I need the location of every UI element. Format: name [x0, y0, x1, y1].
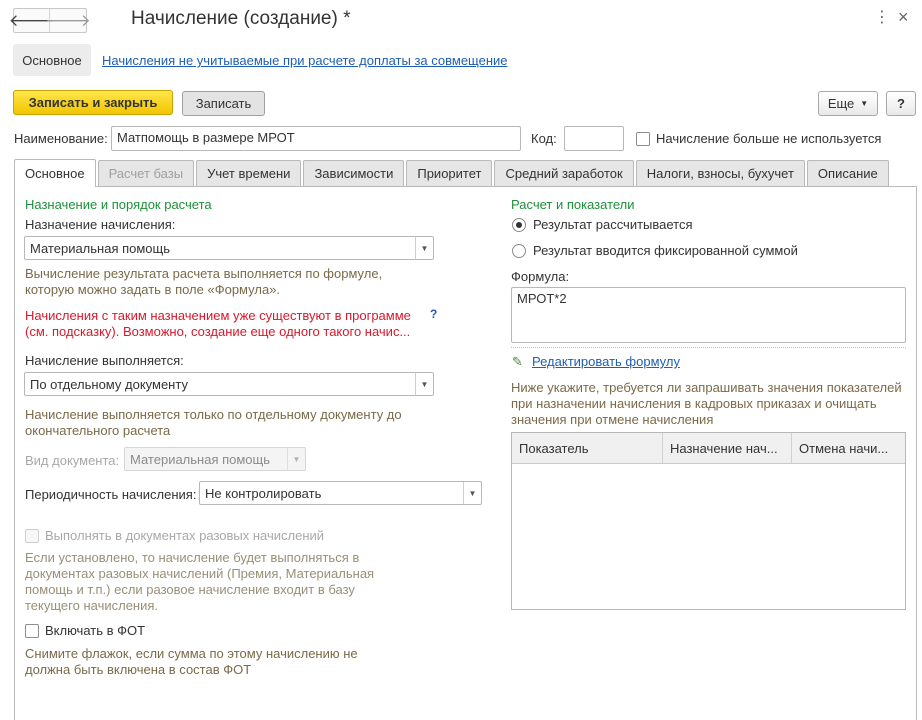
tab-dependencies[interactable]: Зависимости: [303, 160, 404, 186]
doc-type-label: Вид документа:: [25, 453, 120, 468]
exec-select[interactable]: [24, 372, 434, 396]
tab-average-earnings[interactable]: Средний заработок: [494, 160, 633, 186]
periodicity-select[interactable]: [199, 481, 482, 505]
chevron-down-icon: ▼: [287, 448, 305, 470]
panel-nav-main[interactable]: Основное: [13, 44, 91, 76]
kebab-menu-icon[interactable]: ⋮: [874, 9, 890, 26]
periodicity-label: Периодичность начисления:: [25, 487, 197, 502]
exec-value: По отдельному документу: [30, 376, 188, 392]
chevron-down-icon[interactable]: ▼: [415, 373, 433, 395]
indicators-grid[interactable]: [511, 432, 906, 610]
help-question-icon[interactable]: ?: [430, 307, 438, 321]
name-label: Наименование:: [14, 131, 108, 146]
purpose-label: Назначение начисления:: [25, 217, 176, 232]
onetime-note-1: Если установлено, то начисление будет выполняться в: [25, 550, 360, 565]
exec-note-2: окончательного расчета: [25, 423, 171, 438]
purpose-value: Материальная помощь: [30, 240, 171, 256]
grid-col-indicator[interactable]: Показатель: [512, 433, 663, 463]
indicators-note-1: Ниже укажите, требуется ли запрашивать значения показателей: [511, 380, 902, 395]
more-button[interactable]: [818, 91, 878, 116]
radio-calc[interactable]: [512, 218, 526, 232]
purpose-note-1: Вычисление результата расчета выполняется по формуле,: [25, 266, 383, 281]
tab-description[interactable]: Описание: [807, 160, 889, 186]
purpose-group-title: Назначение и порядок расчета: [25, 197, 212, 212]
radio-dot: [516, 222, 522, 228]
more-label: Еще: [827, 96, 855, 111]
history-nav: [8, 8, 91, 33]
chevron-down-icon[interactable]: ▼: [463, 482, 481, 504]
tab-priority[interactable]: Приоритет: [406, 160, 492, 186]
panel-nav-link[interactable]: Начисления не учитываемые при расчете доплаты за совмещение: [102, 53, 508, 68]
grid-col-cancel[interactable]: Отмена начи...: [799, 440, 889, 456]
exec-note-1: Начисление выполняется только по отдельному документу до: [25, 407, 402, 422]
help-button[interactable]: ?: [886, 91, 916, 116]
onetime-note-4: текущего начисления.: [25, 598, 159, 613]
onetime-checkbox: [25, 529, 39, 543]
indicators-note-3: значения при отмене начисления: [511, 412, 714, 427]
arrow-right-icon[interactable]: 🡒: [45, 11, 91, 30]
exec-label: Начисление выполняется:: [25, 353, 184, 368]
tab-main[interactable]: Основное: [14, 159, 96, 187]
window-title: Начисление (создание) *: [131, 8, 351, 29]
onetime-note-2: документах разовых начислений (Премия, Материальная: [25, 566, 375, 581]
tab-base-calc[interactable]: Расчет базы: [98, 160, 195, 186]
grid-col-assign[interactable]: Назначение нач...: [663, 433, 792, 463]
code-input[interactable]: [564, 126, 624, 151]
fot-checkbox[interactable]: [25, 624, 39, 638]
periodicity-value: Не контролировать: [205, 485, 322, 501]
purpose-select[interactable]: [24, 236, 434, 260]
name-input[interactable]: Матпомощь в размере МРОТ: [111, 126, 521, 151]
warning-line-2: (см. подсказку). Возможно, создание еще одного такого начис...: [25, 324, 411, 339]
radio-fixed-label: Результат вводится фиксированной суммой: [533, 243, 798, 258]
close-icon[interactable]: ×: [898, 7, 909, 27]
tab-taxes[interactable]: Налоги, взносы, бухучет: [636, 160, 805, 186]
unused-checkbox[interactable]: [636, 132, 650, 146]
chevron-down-icon: ▼: [860, 99, 869, 108]
fot-note-2: должна быть включена в состав ФОТ: [25, 662, 252, 677]
doc-type-value: Материальная помощь: [130, 451, 271, 467]
radio-calc-label: Результат рассчитывается: [533, 217, 693, 232]
fot-label: Включать в ФОТ: [45, 623, 146, 638]
tab-time-tracking[interactable]: Учет времени: [196, 160, 301, 186]
doc-type-select: [124, 447, 306, 471]
code-label: Код:: [531, 131, 557, 146]
write-button[interactable]: Записать: [182, 91, 265, 116]
calc-group-title: Расчет и показатели: [511, 197, 635, 212]
onetime-note-3: помощь и т.п.) если разовое начисление входит в базу: [25, 582, 355, 597]
unused-label: Начисление больше не используется: [656, 131, 882, 146]
write-and-close-button[interactable]: Записать и закрыть: [13, 90, 173, 115]
tab-bar: [14, 160, 891, 187]
chevron-down-icon[interactable]: ▼: [415, 237, 433, 259]
onetime-label: Выполнять в документах разовых начислений: [45, 528, 325, 543]
formula-label: Формула:: [511, 269, 570, 284]
warning-line-1: Начисления с таким назначением уже существуют в программе: [25, 308, 411, 323]
pencil-icon: ✎: [512, 354, 523, 369]
radio-fixed[interactable]: [512, 244, 526, 258]
purpose-note-2: которую можно задать в поле «Формула».: [25, 282, 281, 297]
edit-formula-link[interactable]: Редактировать формулу: [532, 354, 680, 369]
arrow-left-icon[interactable]: 🡐: [8, 11, 55, 30]
fot-note-1: Снимите флажок, если сумма по этому начислению не: [25, 646, 358, 661]
grid-header: [512, 433, 905, 464]
formula-textarea[interactable]: МРОТ*2: [511, 287, 906, 343]
divider: [511, 347, 906, 348]
indicators-note-2: при назначении начисления в кадровых приказах и очищать: [511, 396, 877, 411]
